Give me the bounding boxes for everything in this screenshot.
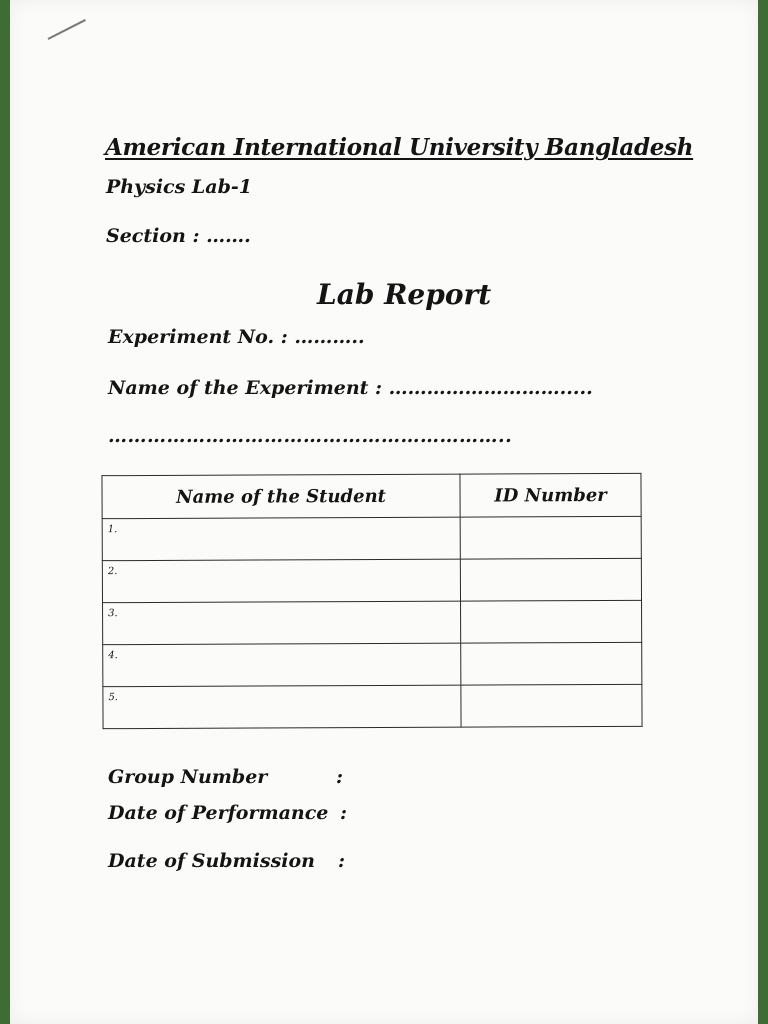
student-name-cell — [102, 517, 460, 561]
date-of-performance-label: Date of Performance — [108, 802, 329, 824]
id-number-cell — [460, 516, 641, 559]
table-row — [102, 558, 641, 602]
date-of-submission-label: Date of Submission — [108, 850, 315, 872]
table-header-row — [102, 473, 641, 518]
student-name-cell — [103, 643, 461, 687]
student-name-cell — [102, 559, 460, 603]
student-name-cell — [103, 601, 461, 645]
row-number: 2. — [107, 566, 118, 578]
id-number-cell — [460, 558, 641, 601]
experiment-name-continuation: …………………………………………………….. — [108, 425, 513, 447]
table-row — [103, 684, 642, 728]
experiment-number-field: Experiment No. : ……….. — [108, 326, 365, 348]
row-number: 3. — [108, 608, 118, 620]
id-number-cell — [461, 600, 642, 643]
course-name: Physics Lab-1 — [106, 176, 252, 198]
student-table — [101, 473, 642, 725]
section-field: Section : ……. — [106, 225, 251, 247]
document-page — [10, 0, 758, 1024]
id-number-cell — [461, 684, 642, 727]
date-of-submission-colon: : — [338, 850, 346, 872]
university-name: American International University Bangladesh — [105, 134, 694, 161]
row-number: 5. — [108, 692, 118, 704]
group-number-colon: : — [336, 766, 344, 788]
pen-mark — [48, 19, 86, 40]
student-name-header: Name of the Student — [102, 474, 460, 519]
table-row — [103, 600, 642, 644]
date-of-performance-colon: : — [340, 802, 348, 824]
group-number-label: Group Number — [108, 766, 268, 788]
report-title: Lab Report — [317, 278, 492, 311]
id-number-cell — [461, 642, 642, 685]
table-row — [102, 516, 641, 560]
experiment-name-field: Name of the Experiment : ………………………..... — [108, 377, 593, 399]
student-name-cell — [103, 685, 461, 729]
table-row — [103, 642, 642, 686]
row-number: 1. — [107, 524, 118, 536]
row-number: 4. — [108, 650, 118, 662]
id-number-header: ID Number — [460, 473, 641, 517]
